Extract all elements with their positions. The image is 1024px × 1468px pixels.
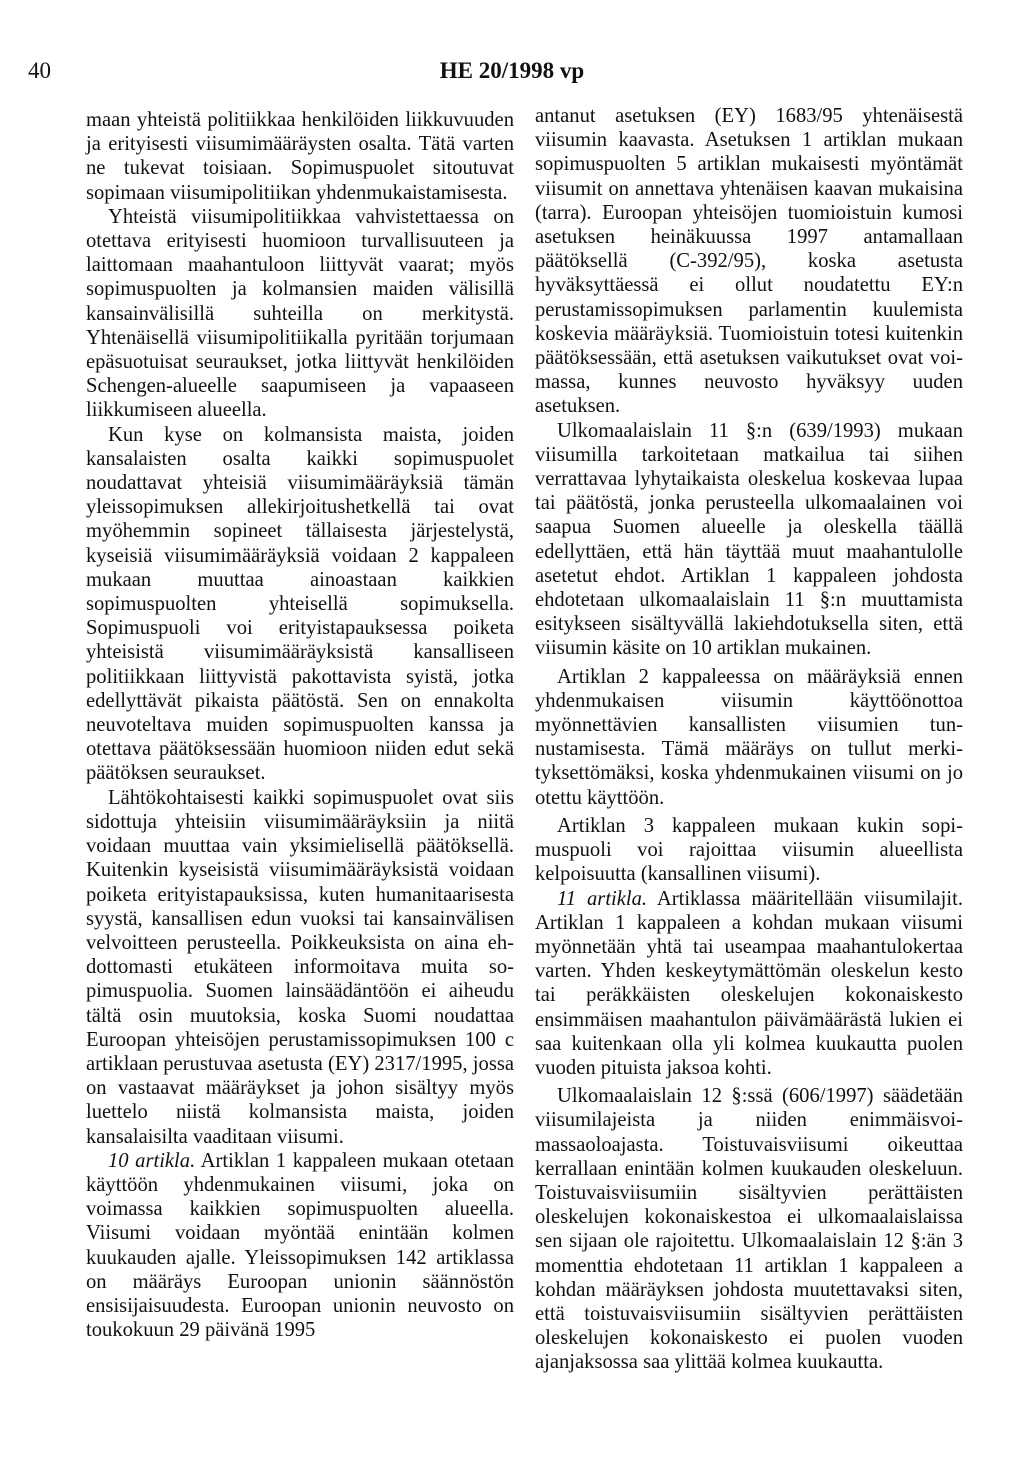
- paragraph: [535, 419, 963, 661]
- article-heading: 10 artikla.: [108, 1149, 196, 1172]
- paragraph-text: Artiklan 2 kappaleessa on määräyksiä ennen yhdenmukaisen viisumin käyttöönottoa myönnettävien kansallisten viisumien tunnustamisesta. Tämä määräys on tullut merkityksettömäksi, koska yhdenmukainen viisumi on jo otettu käyttöön.: [535, 665, 963, 809]
- paragraph: [86, 423, 514, 786]
- paragraph: [86, 786, 514, 1149]
- paragraph-text: Artiklan 1 kappaleen mukaan otetaan käyttöön yhdenmukainen viisumi, joka on voimassa kaikkien sopimuspuolten alueella. Viisumi voidaan myöntää enintään kolmen kuukauden ajalle. Yleissopimuksen 142 artiklassa on määräys Euroopan unionin säännöstön ensisijaisuudesta. Euroopan unionin neuvosto on toukokuun 29 päivänä 1995: [86, 1149, 514, 1342]
- right-column: [535, 104, 963, 1375]
- paragraph-text: Ulkomaalaislain 12 §:ssä (606/1997) säädetään viisumilajeista ja niiden enimmäisvoimassaoloajasta. Toistuvaisviisumi oikeuttaa kerrallaan enintään kolmen kuukauden oleskeluun. Toistuvaisviisumiin sisältyvien perättäisten oleskelujen kokonaiskestoa ei ulkomaalaislaissa sen sijaan ole rajoitettu. Ulkomaalaislain 12 §:än 3 momenttia ehdotetaan 11 artiklan 1 kappaleen a kohdan määräyksen johdosta muutettavaksi siten, että toistuvaisviisumiin sisältyvien perättäisten oleskelujen kokonaiskesto ei puolen vuoden ajanjaksossa saa ylittää kolmea kuukautta.: [535, 1085, 963, 1374]
- paragraph-text: Lähtökohtaisesti kaikki sopimuspuolet ovat siis sidottuja yhteisiin viisumimääräyksiin ja niitä voidaan muuttaa vain yksimielisellä päätöksellä. Kuitenkin kyseisistä viisumimääräyksistä voidaan poiketa erityistapauksissa, kuten humanitaarisesta syystä, kansallisen edun vuoksi tai kansainvälisen velvoitteen perusteella. Poikkeuksista on aina ehdottomasti etukäteen informoitava muita sopimuspuolia. Suomen lainsäädäntöön ei aiheudu tältä osin muutoksia, koska Suomi noudattaa Euroopan yhteisöjen perustamissopimuksen 100 c artiklaan perustuvaa asetusta (EY) 2317/1995, jossa on vastaavat määräykset ja johon sisältyy myös luettelo niistä kolmansista maista, joiden kansalaisilta vaaditaan viisumi.: [86, 786, 514, 1148]
- article-heading: 11 artikla.: [557, 887, 648, 910]
- paragraph: [86, 205, 514, 423]
- paragraph: [535, 814, 963, 887]
- document-id: HE 20/1998 vp: [439, 58, 585, 83]
- paragraph-text: antanut asetuksen (EY) 1683/95 yhtenäisestä viisumin kaavasta. Asetuksen 1 artiklan mukaan sopimuspuolten 5 artiklan mukaisesti myöntämät viisumit on annettava yhtenäisen kaavan mukaisina (tarra). Euroopan yhteisöjen tuomioistuin kumosi asetuksen heinäkuussa 1997 antamallaan päätöksellä (C-392/95), koska asetusta hyväksyttäessä ei ollut noudatettu EY:n perustamissopimuksen parlamentin kuulemista koskevia määräyksiä. Tuomioistuin totesi kuitenkin päätöksessään, että asetuksen vaikutukset ovat voimassa, kunnes neuvosto hyväksyy uuden asetuksen.: [535, 105, 963, 418]
- left-column: [86, 108, 514, 1342]
- paragraph-text: Artiklan 3 kappaleen mukaan kukin sopimuspuoli voi rajoittaa viisumin alueellista kelpoisuutta (kansallinen viisumi).: [535, 814, 963, 886]
- paragraph: [86, 108, 514, 205]
- paragraph-text: Ulkomaalaislain 11 §:n (639/1993) mukaan viisumilla tarkoitetaan matkailua tai siihen verrattavaa lyhytaikaista oleskelua koskevaa lupaa tai päätöstä, jonka perusteella ulkomaalainen voi saapua Suomen alueelle ja oleskella täällä edellyttäen, että hän täyttää muut maahantulolle asetetut ehdot. Artiklan 1 kappaleen johdosta ehdotetaan ulkomaalaislain 11 §:n muuttamista esitykseen sisältyvällä lakiehdotuksella siten, että viisumin käsite on 10 artiklan mukainen.: [535, 419, 963, 660]
- paragraph: [535, 887, 963, 1081]
- paragraph-text: Kun kyse on kolmansista maista, joiden kansalaisten osalta kaikki sopimuspuolet noudattavat yhteisiä viisumimääräyksiä tämän yleissopimuksen allekirjoitushetkellä tai ovat myöhemmin sopineet tällaisesta järjestelystä, kyseisiä viisumimääräyksiä voidaan 2 kappaleen mukaan muuttaa ainoastaan kaikkien sopimuspuolten yhteisellä sopimuksella. Sopimuspuoli voi erityistapauksessa poiketa yhteisistä viisumimääräyksistä kansalliseen politiikkaan liittyvistä pakottavista syistä, jotka edellyttävät pikaista päätöstä. Sen on ennakolta neuvoteltava muiden sopimuspuolten kanssa ja otettava päätöksessään huomioon niiden edut sekä päätöksen seuraukset.: [86, 423, 514, 785]
- paragraph: [535, 665, 963, 810]
- paragraph: [535, 1084, 963, 1374]
- paragraph-text: Artiklassa määritellään viisumilajit. Artiklan 1 kappaleen a kohdan mukaan viisumi myönnetään yhtä tai useampaa maahantulokertaa varten. Yhden keskeytymättömän oleskelun kesto tai peräkkäisten oleskelujen kokonaiskesto ensimmäisen maahantulon päivämäärästä lukien ei saa kuitenkaan olla yli kolmea kuukautta puolen vuoden pituista jaksoa kohti.: [535, 887, 963, 1079]
- paragraph-text: Yhteistä viisumipolitiikkaa vahvistettaessa on otettava erityisesti huomioon turvallisuuteen ja laittomaan maahantuloon liittyvät vaarat; myös sopimuspuolten ja kolmansien maiden välisillä kansainvälisillä suhteilla on merkitystä. Yhtenäisellä viisumipolitiikalla pyritään torjumaan epäsuotuisat seuraukset, jotka liittyvät henkilöiden Schengen-alueelle saapumiseen ja vapaaseen liikkumiseen alueella.: [86, 205, 514, 422]
- paragraph: [535, 104, 963, 419]
- page-number: 40: [28, 58, 51, 83]
- paragraph-text: maan yhteistä politiikkaa henkilöiden liikkuvuuden ja erityisesti viisumimääräysten osalta. Tätä varten ne tukevat toisiaan. Sopimuspuolet sitoutuvat sopimaan viisumipolitiikan yhdenmukaistamisesta.: [86, 109, 514, 204]
- paragraph: [86, 1149, 514, 1343]
